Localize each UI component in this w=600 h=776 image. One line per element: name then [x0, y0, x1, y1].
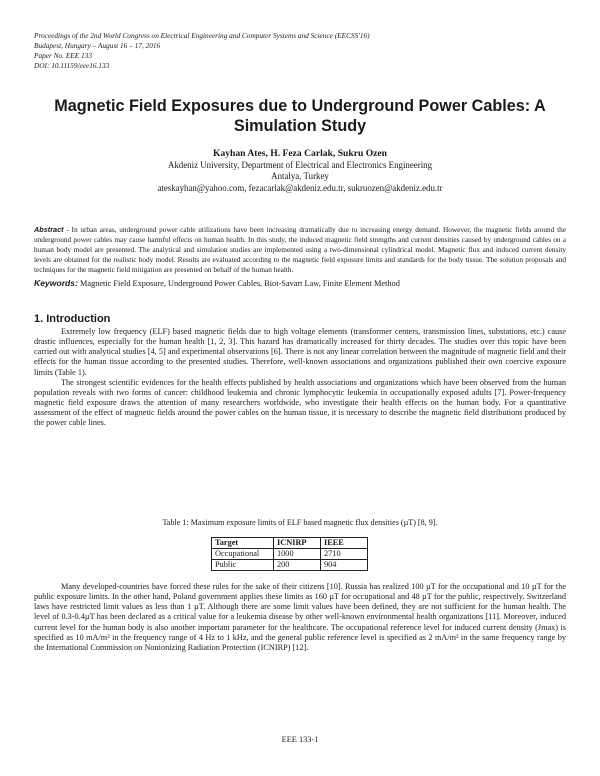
author-names: Kayhan Ates, H. Feza Carlak, Sukru Ozen	[212, 148, 388, 159]
proceedings-header	[34, 31, 370, 71]
abstract-label: Abstract	[34, 225, 64, 234]
table-cell: 1000	[274, 549, 321, 560]
table-header-cell: Target	[212, 538, 274, 549]
table-cell: Occupational	[212, 549, 274, 560]
introduction-body-continued	[34, 582, 566, 653]
abstract-text: - In urban areas, underground power cable utilizations have been increasing dramatically due to increasing energy demand. However, the magnetic fields around the underground power cables may cause harmful effects on human health. In this study, the induced magnetic field strengths and current densities caused by underground cables on a human body model are presented. The analytical and simulation studies are implemented using a two-dimensional cylindrical model. Magnetic flux and induced current density levels are obtained for the realistic body model. Results are evaluated according to the magnetic field exposure limits and standards for the body tissue. The solution proposals and techniques for the magnetic field mitigation are presented on behalf of the human health.	[34, 225, 566, 275]
keywords-label: Keywords:	[34, 278, 78, 288]
table-cell: 2710	[321, 549, 368, 560]
table-row	[212, 549, 368, 560]
paragraph-2: The strongest scientific evidences for the health effects published by health associations and organizations which have been observed from the human population reveals with two forms of cancer: childhood leukemia and chronic lymphocytic leukemia in occupationally exposed adults [7]. Power-frequency magnetic field exposure draws the attention of many researchers worldwide, who investigate their health effects on the human body. For a quantitative assessment of the effect of magnetic fields around the power cables on the human tissue, it is necessary to describe the magnetic field distributions produced by the power cable lines.	[34, 377, 566, 428]
proceedings-line: Proceedings of the 2nd World Congress on Electrical Engineering and Computer Systems and Science (EECSS'16)	[34, 31, 370, 40]
author-city: Antalya, Turkey	[271, 171, 329, 182]
exposure-limits-table	[211, 537, 368, 571]
paper-number: Paper No. EEE 133	[34, 51, 92, 60]
location-line: Budapest, Hungary – August 16 – 17, 2016	[34, 41, 161, 50]
page-footer: EEE 133-1	[281, 735, 319, 744]
introduction-body	[34, 327, 566, 429]
paragraph-1: Extremely low frequency (ELF) based magnetic fields due to high voltage elements (transformer centers, transmission lines, substations, etc.) cause drastic influences, especially for the human health [1, 2, 3]. This hazard has dramatically increased for thirty decades. The studies over this topic have been carried out with analytical studies [4, 5] and experimental observations [6]. There is not any linear correlation between the magnitude of magnetic field and their effects for the human tissue according to the presented studies. Therefore, well-known associations and organizations published their own coercive exposure limits (Table 1).	[34, 327, 566, 377]
author-emails: ateskayhan@yahoo.com, fezacarlak@akdeniz.edu.tr, sukruozen@akdeniz.edu.tr	[157, 182, 443, 193]
paper-title: Magnetic Field Exposures due to Underground Power Cables: A Simulation Study	[54, 97, 546, 135]
table-cell: Public	[212, 560, 274, 571]
author-affiliation: Akdeniz University, Department of Electrical and Electronics Engineering	[167, 159, 433, 170]
abstract	[34, 225, 566, 275]
section-heading-introduction: 1. Introduction	[34, 313, 111, 325]
table-header-cell: ICNIRP	[274, 538, 321, 549]
table-header-cell: IEEE	[321, 538, 368, 549]
table-row	[212, 560, 368, 571]
author-block	[40, 148, 560, 194]
table-caption: Table 1: Maximum exposure limits of ELF based magnetic flux densities (µT) [8, 9].	[162, 518, 438, 527]
table-cell: 904	[321, 560, 368, 571]
doi: DOI: 10.11159/eee16.133	[34, 61, 110, 70]
paragraph-3: Many developed-countries have forced these rules for the sake of their citizens [10]. Russia has realized 100 µT for the occupational and 10 µT for the public exposure limits. In the other hand, Poland government applies these limits as 160 µT for occupational and 48 µT for the public, respectively. Switzerland laws have restricted limit values as less than 1 µT. Although there are some limit values have been defined, they are not sufficient for the human health. The level of 0.3-0.4µT has been declared as a critical value for a leukemia disease by other well-known environmental health organizations [11]. Moreover, induced current level for the human body is also another important parameter for the healthcare. The occupational reference level for induced current density (Jmax) is specified as 10 mA/m² in the frequency range of 4 Hz to 1 kHz, and the general public reference level is specified as 2 mA/m² in the same frequency range by the International Commission on Nonionizing Radiation Protection (ICNIRP) [12].	[34, 582, 566, 652]
keywords	[34, 278, 566, 289]
table-header-row	[212, 538, 368, 549]
table-cell: 200	[274, 560, 321, 571]
keywords-text: Magnetic Field Exposure, Underground Power Cables, Biot-Savart Law, Finite Element Method	[77, 279, 400, 288]
